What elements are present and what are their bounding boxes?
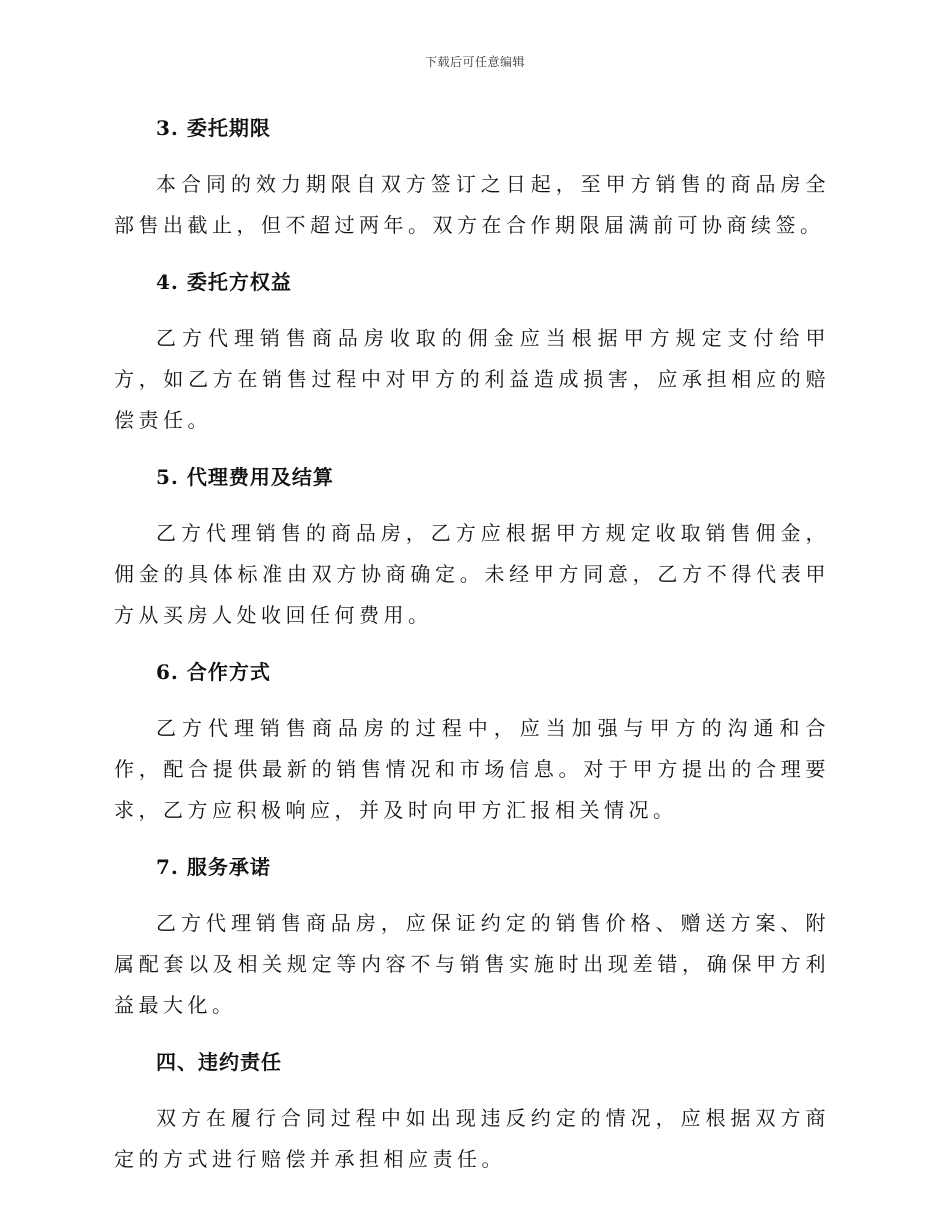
section-heading-service-commitment: 7. 服务承诺 <box>156 855 271 879</box>
section-paragraph-term: 本合同的效力期限自双方签订之日起，至甲方销售的商品房全部售出截止，但不超过两年。双方在合作期限届满前可协商续签。 <box>114 172 830 237</box>
section-heading-client-rights: 4. 委托方权益 <box>156 270 292 294</box>
section-paragraph-agency-fees: 乙方代理销售的商品房，乙方应根据甲方规定收取销售佣金，佣金的具体标准由双方协商确定。未经甲方同意，乙方不得代表甲方从买房人处收回任何费用。 <box>114 521 830 627</box>
section-heading-cooperation: 6. 合作方式 <box>156 660 271 684</box>
section-paragraph-service-commitment: 乙方代理销售商品房，应保证约定的销售价格、赠送方案、附属配套以及相关规定等内容不与销售实施时出现差错，确保甲方利益最大化。 <box>114 911 830 1017</box>
section-heading-breach-liability: 四、违约责任 <box>156 1050 282 1074</box>
document-body <box>114 112 830 1180</box>
section-paragraph-cooperation: 乙方代理销售商品房的过程中，应当加强与甲方的沟通和合作，配合提供最新的销售情况和市场信息。对于甲方提出的合理要求，乙方应积极响应，并及时向甲方汇报相关情况。 <box>114 716 830 822</box>
page-header: 下载后可任意编辑 <box>424 55 525 69</box>
section-heading-agency-fees: 5. 代理费用及结算 <box>156 465 334 489</box>
section-paragraph-client-rights: 乙方代理销售商品房收取的佣金应当根据甲方规定支付给甲方，如乙方在销售过程中对甲方的利益造成损害，应承担相应的赔偿责任。 <box>114 326 830 432</box>
section-paragraph-breach-liability: 双方在履行合同过程中如出现违反约定的情况，应根据双方商定的方式进行赔偿并承担相应责任。 <box>114 1106 830 1171</box>
section-heading-term: 3. 委托期限 <box>156 116 271 140</box>
